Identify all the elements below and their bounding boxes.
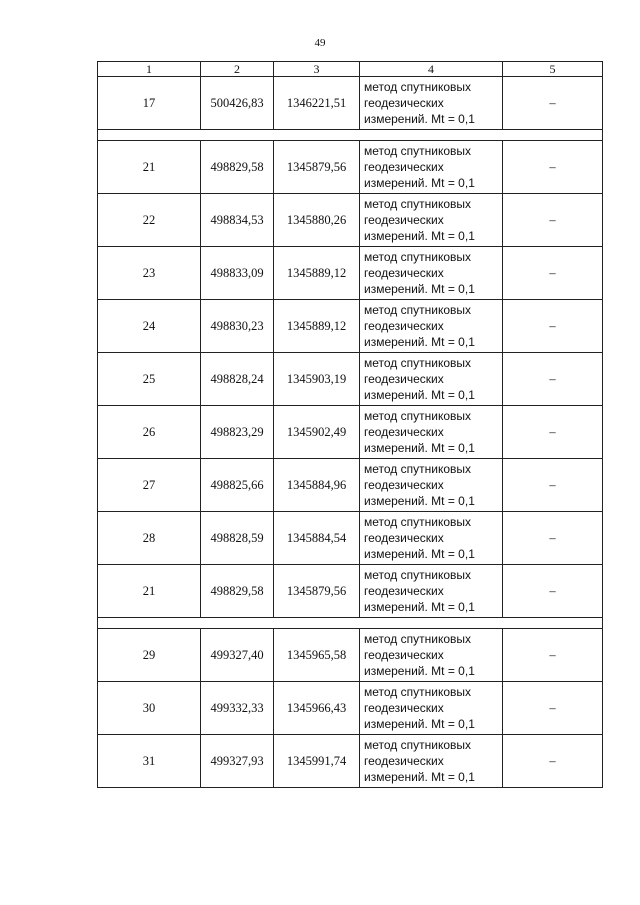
method-text-line: измерений. Mt = 0,1 [364, 388, 475, 402]
x-coordinate-cell: 498828,24 [201, 353, 274, 406]
table-row [98, 406, 603, 459]
method-text-line: геодезических [364, 478, 444, 492]
point-number-cell: 26 [98, 406, 201, 459]
method-cell [360, 629, 503, 682]
method-text-line: измерений. Mt = 0,1 [364, 600, 475, 614]
point-number-cell: 25 [98, 353, 201, 406]
y-coordinate-cell: 1345879,56 [274, 565, 360, 618]
method-text-line: геодезических [364, 754, 444, 768]
method-text-line: метод спутниковых [364, 515, 472, 529]
header-cell-1: 1 [98, 62, 201, 77]
method-text-line: измерений. Mt = 0,1 [364, 770, 475, 784]
method-text-line: геодезических [364, 372, 444, 386]
y-coordinate-cell: 1345879,56 [274, 141, 360, 194]
coordinates-table-body [98, 62, 603, 788]
method-text-line: метод спутниковых [364, 568, 472, 582]
method-cell [360, 735, 503, 788]
note-cell: – [503, 77, 603, 130]
method-text-line: метод спутниковых [364, 462, 472, 476]
point-number-cell: 22 [98, 194, 201, 247]
method-cell [360, 682, 503, 735]
method-text-line: метод спутниковых [364, 250, 472, 264]
note-cell: – [503, 459, 603, 512]
x-coordinate-cell: 498829,58 [201, 141, 274, 194]
x-coordinate-cell: 498829,58 [201, 565, 274, 618]
method-text-line: метод спутниковых [364, 80, 472, 94]
y-coordinate-cell: 1345884,54 [274, 512, 360, 565]
method-text-line: измерений. Mt = 0,1 [364, 664, 475, 678]
x-coordinate-cell: 499332,33 [201, 682, 274, 735]
separator-cell [98, 618, 603, 629]
method-text-line: измерений. Mt = 0,1 [364, 112, 475, 126]
method-text-line: измерений. Mt = 0,1 [364, 176, 475, 190]
table-row [98, 629, 603, 682]
method-cell [360, 406, 503, 459]
method-text-line: измерений. Mt = 0,1 [364, 547, 475, 561]
x-coordinate-cell: 498828,59 [201, 512, 274, 565]
note-cell: – [503, 300, 603, 353]
method-text-line: геодезических [364, 319, 444, 333]
method-text-line: геодезических [364, 701, 444, 715]
point-number-cell: 28 [98, 512, 201, 565]
header-cell-5: 5 [503, 62, 603, 77]
table-row [98, 459, 603, 512]
method-text-line: измерений. Mt = 0,1 [364, 717, 475, 731]
method-text-line: геодезических [364, 648, 444, 662]
table-row [98, 735, 603, 788]
y-coordinate-cell: 1345880,26 [274, 194, 360, 247]
note-cell: – [503, 194, 603, 247]
point-number-cell: 21 [98, 565, 201, 618]
method-text-line: геодезических [364, 584, 444, 598]
method-cell [360, 300, 503, 353]
method-text-line: метод спутниковых [364, 685, 472, 699]
note-cell: – [503, 353, 603, 406]
point-number-cell: 24 [98, 300, 201, 353]
table-row [98, 194, 603, 247]
table-row [98, 77, 603, 130]
method-cell [360, 512, 503, 565]
method-text-line: геодезических [364, 213, 444, 227]
header-cell-2: 2 [201, 62, 274, 77]
note-cell: – [503, 406, 603, 459]
method-text-line: метод спутниковых [364, 632, 472, 646]
table-row [98, 300, 603, 353]
x-coordinate-cell: 499327,93 [201, 735, 274, 788]
method-text-line: геодезических [364, 531, 444, 545]
table-separator-row [98, 618, 603, 629]
method-cell [360, 247, 503, 300]
x-coordinate-cell: 498823,29 [201, 406, 274, 459]
point-number-cell: 27 [98, 459, 201, 512]
x-coordinate-cell: 498825,66 [201, 459, 274, 512]
method-text-line: метод спутниковых [364, 197, 472, 211]
method-text-line: метод спутниковых [364, 144, 472, 158]
method-text-line: измерений. Mt = 0,1 [364, 494, 475, 508]
table-row [98, 565, 603, 618]
method-cell [360, 565, 503, 618]
method-text-line: измерений. Mt = 0,1 [364, 229, 475, 243]
method-text-line: геодезических [364, 425, 444, 439]
y-coordinate-cell: 1345889,12 [274, 247, 360, 300]
method-text-line: измерений. Mt = 0,1 [364, 335, 475, 349]
method-text-line: метод спутниковых [364, 738, 472, 752]
table-separator-row [98, 130, 603, 141]
y-coordinate-cell: 1345903,19 [274, 353, 360, 406]
method-text-line: геодезических [364, 266, 444, 280]
note-cell: – [503, 247, 603, 300]
coordinates-table [97, 61, 603, 788]
method-text-line: метод спутниковых [364, 356, 472, 370]
method-text-line: геодезических [364, 96, 444, 110]
table-row [98, 247, 603, 300]
x-coordinate-cell: 499327,40 [201, 629, 274, 682]
y-coordinate-cell: 1346221,51 [274, 77, 360, 130]
table-row [98, 141, 603, 194]
page-number: 49 [314, 37, 326, 49]
note-cell: – [503, 141, 603, 194]
note-cell: – [503, 512, 603, 565]
method-text-line: метод спутниковых [364, 409, 472, 423]
method-cell [360, 353, 503, 406]
x-coordinate-cell: 498830,23 [201, 300, 274, 353]
table-row [98, 682, 603, 735]
y-coordinate-cell: 1345889,12 [274, 300, 360, 353]
point-number-cell: 21 [98, 141, 201, 194]
table-row [98, 353, 603, 406]
point-number-cell: 23 [98, 247, 201, 300]
method-cell [360, 459, 503, 512]
method-text-line: измерений. Mt = 0,1 [364, 441, 475, 455]
point-number-cell: 31 [98, 735, 201, 788]
y-coordinate-cell: 1345991,74 [274, 735, 360, 788]
method-cell [360, 77, 503, 130]
table-row [98, 512, 603, 565]
y-coordinate-cell: 1345902,49 [274, 406, 360, 459]
note-cell: – [503, 735, 603, 788]
table-header-row [98, 62, 603, 77]
method-text-line: измерений. Mt = 0,1 [364, 282, 475, 296]
method-text-line: метод спутниковых [364, 303, 472, 317]
x-coordinate-cell: 498833,09 [201, 247, 274, 300]
header-cell-4: 4 [360, 62, 503, 77]
point-number-cell: 29 [98, 629, 201, 682]
note-cell: – [503, 682, 603, 735]
method-cell [360, 141, 503, 194]
point-number-cell: 17 [98, 77, 201, 130]
method-text-line: геодезических [364, 160, 444, 174]
header-cell-3: 3 [274, 62, 360, 77]
x-coordinate-cell: 500426,83 [201, 77, 274, 130]
y-coordinate-cell: 1345884,96 [274, 459, 360, 512]
note-cell: – [503, 565, 603, 618]
y-coordinate-cell: 1345966,43 [274, 682, 360, 735]
x-coordinate-cell: 498834,53 [201, 194, 274, 247]
point-number-cell: 30 [98, 682, 201, 735]
note-cell: – [503, 629, 603, 682]
y-coordinate-cell: 1345965,58 [274, 629, 360, 682]
separator-cell [98, 130, 603, 141]
method-cell [360, 194, 503, 247]
